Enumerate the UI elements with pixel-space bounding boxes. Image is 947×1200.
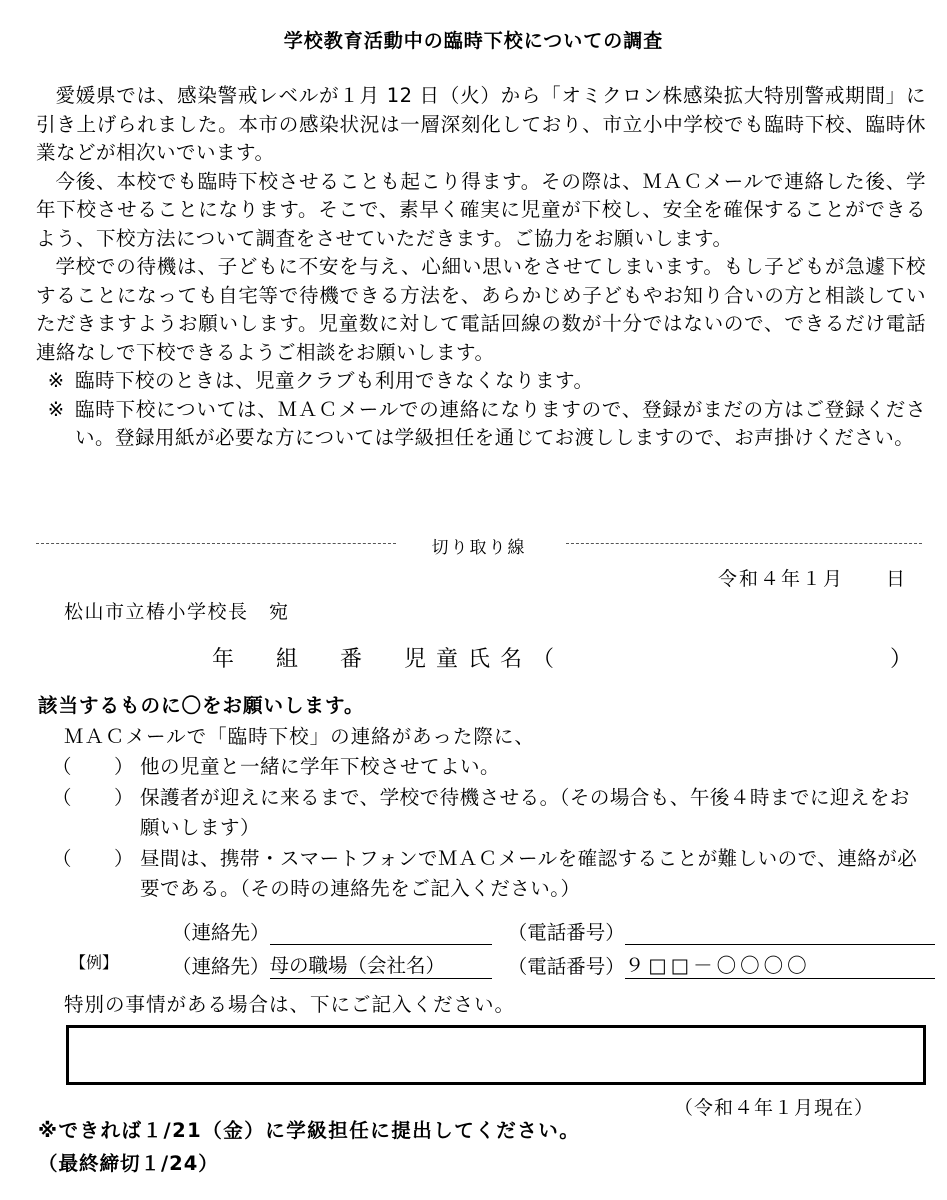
check-paren[interactable] xyxy=(52,752,135,782)
phone-label: （電話番号） xyxy=(507,921,625,944)
date-field: 令和４年１月 日 xyxy=(717,568,907,590)
option-text: 他の児童と一緒に学年下校させてよい。 xyxy=(140,754,501,778)
example-phone-value: ９□□－〇〇〇〇 xyxy=(625,950,935,979)
deadline-note: ※できれば１/21（金）に学級担任に提出してください。 xyxy=(38,1119,581,1142)
note-text: 臨時下校については、ＭＡＣメールでの連絡になりますので、登録がまだの方はご登録ください。登録用紙が必要な方については学級担任を通じてお渡ししますので、お声掛けください。 xyxy=(75,397,926,449)
option-item[interactable] xyxy=(36,844,926,903)
cut-line xyxy=(36,534,922,558)
student-name-close: ） xyxy=(889,647,912,672)
form-intro: ＭＡＣメールで「臨時下校」の連絡があった際に、 xyxy=(64,725,535,748)
response-form xyxy=(36,722,926,903)
paren-open: （ xyxy=(52,754,73,778)
check-paren[interactable] xyxy=(52,783,135,813)
paragraph: 今後、本校でも臨時下校させることも起こり得ます。その際は、ＭＡＣメールで連絡した後、学年下校させることになります。そこで、素早く確実に児童が下校し、安全を確保することができるよう、下校方法について調査をさせていただきます。ご協力をお願いします。 xyxy=(36,169,926,250)
note xyxy=(36,367,926,396)
paragraph: 愛媛県では、感染警戒レベルが１月 12 日（火）から「オミクロン株感染拡大特別警戒期間」に引き上げられました。本市の感染状況は一層深刻化しており、市立小中学校でも臨時下校、臨時休業などが相次いでいます。 xyxy=(36,84,926,164)
special-note: 特別の事情がある場合は、下にご記入ください。 xyxy=(64,993,516,1016)
body-text xyxy=(36,82,926,453)
phone-input[interactable] xyxy=(625,918,935,945)
contact-label: （連絡先） xyxy=(172,921,270,944)
final-deadline: （最終締切１/24） xyxy=(38,1152,219,1175)
contact-input[interactable] xyxy=(270,918,492,945)
example-row xyxy=(172,950,935,979)
note-text: 臨時下校のときは、児童クラブも利用できなくなります。 xyxy=(75,369,594,392)
student-name-label: 年 組 番 児童氏名（ xyxy=(212,647,565,672)
note-mark: ※ xyxy=(47,397,65,421)
student-line xyxy=(212,642,912,673)
example-phone-label: （電話番号） xyxy=(507,955,625,978)
paren-open: （ xyxy=(52,786,73,809)
page-title: 学校教育活動中の臨時下校についての調査 xyxy=(283,30,664,52)
contact-row xyxy=(172,917,935,945)
note-mark: ※ xyxy=(47,369,65,392)
paragraph: 学校での待機は、子どもに不安を与え、心細い思いをさせてしまいます。もし子どもが急遽下校することになっても自宅等で待機できる方法を、あらかじめ子どもやお知り合いの方と相談していただきますようお願いします。児童数に対して電話回線の数が十分ではないので、できるだけ電話連絡なしで下校できるようご相談をお願いします。 xyxy=(36,255,926,364)
request-heading: 該当するものに〇をお願いします。 xyxy=(38,694,365,717)
paren-close: ） xyxy=(114,847,135,870)
option-text: 昼間は、携帯・スマートフォンでＭＡＣメールを確認することが難しいので、連絡が必要である。（その時の連絡先をご記入ください。） xyxy=(140,847,918,900)
note xyxy=(36,396,926,453)
paren-close: ） xyxy=(114,754,135,778)
option-text: 保護者が迎えに来るまで、学校で待機させる。（その場合も、午後４時までに迎えをお願いします） xyxy=(140,786,910,839)
paren-open: （ xyxy=(52,847,73,870)
example-contact-label: （連絡先） xyxy=(172,955,270,978)
example-tag: 【例】 xyxy=(70,953,119,972)
cut-line-label: 切り取り線 xyxy=(420,538,539,558)
as-of-date: （令和４年１月現在） xyxy=(674,1097,875,1119)
special-circumstances-box[interactable] xyxy=(66,1025,926,1085)
option-item[interactable] xyxy=(36,752,926,782)
example-contact-value: 母の職場（会社名） xyxy=(270,950,492,979)
option-item[interactable] xyxy=(36,783,926,842)
paren-close: ） xyxy=(114,786,135,809)
check-paren[interactable] xyxy=(52,844,135,874)
addressee: 松山市立椿小学校長 宛 xyxy=(64,601,290,623)
